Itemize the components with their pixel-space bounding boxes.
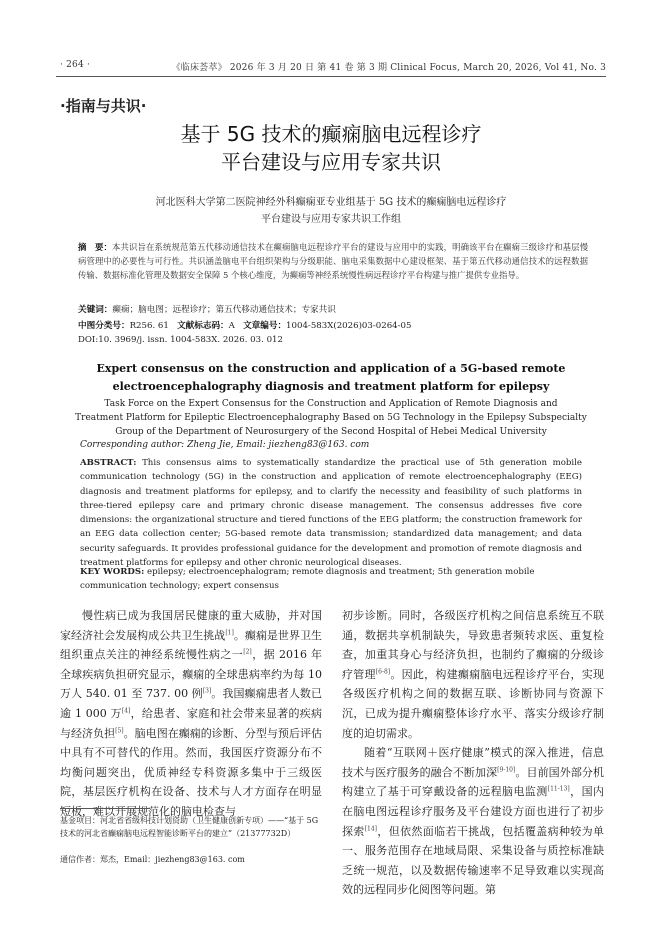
journal-header: 《临床荟萃》 2026 年 3 月 20 日 第 41 卷 第 3 期 Clinical Focus, March 20, 2026, Vol 41, No. 3 xyxy=(171,63,606,73)
abstract-zh-text: 本共识旨在系统规范第五代移动通信技术在癫痫脑电远程诊疗平台的建设与应用中的实践，明确该平台在癫痫三级诊疗和基层慢病管理中的必要性与可行性。共识涵盖脑电平台组织架构与分级职能、脑电采集数据中心建设框架、基于第五代移动通信技术的远程数据传输、数据标准化管理及数据安全保障 5 个核心维度，为癫痫等神经系统慢性病远程诊疗平台构建与推广提供专业指导。 xyxy=(78,242,589,280)
title-line-2: 平台建设与应用专家共识 xyxy=(221,150,441,174)
body-paragraph: 慢性病已成为我国居民健康的重大威胁，并对国家经济社会发展构成公共卫生挑战[1]。癫痫是世界卫生组织重点关注的神经系统慢性病之一[2]，据 2016 年全球疾病负担研究显示，癫痫的全球患病率约为每 10 万人 540. 01 至 737. 00 例[3]。我国癫痫患者人数已逾 1 000 万[4]，给患者、家庭和社会带来显著的疾病与经济负担[5]。脑电图在癫痫的诊断、分型与预后评估中具有不可替代的作用。然而，我国医疗资源分布不均衡问题突出，优质神经专科资源多集中于三级医院，基层医疗机构在设备、技术与人才方面存在明显短板，难以开展规范化的脑电检查与 xyxy=(60,609,323,818)
title-line-1: 基于 5G 技术的癫痫脑电远程诊疗 xyxy=(180,122,482,146)
article-number-label: 文章编号： xyxy=(243,321,287,331)
citation[interactable]: [1] xyxy=(225,628,234,636)
abstract-zh-label: 摘 要： xyxy=(78,242,113,252)
clc-value: R256. 61 xyxy=(129,321,169,331)
en-keywords xyxy=(80,565,582,594)
citation[interactable]: [14] xyxy=(364,824,378,832)
clc-label: 中图分类号： xyxy=(78,321,130,331)
body-column-right xyxy=(342,606,604,900)
body-paragraph: 初步诊断。同时，各级医疗机构之间信息系统互不联通，数据共享机制缺失，导致患者频转求医、重复检查，加重其身心与经济负担，也制约了癫痫的分级诊疗管理[6-8]。因此，构建癫痫脑电远程诊疗平台，实现各级医疗机构之间的数据互联、诊断协同与资源下沉，已成为提升癫痫整体诊疗水平、落实分级诊疗制度的迫切需求。 xyxy=(342,609,605,740)
header-rule xyxy=(56,76,606,77)
en-authors-line-1: Task Force on the Expert Consensus for the Construction and Application of Remote Diagnosis and xyxy=(104,399,558,409)
en-authors-line-2: Treatment Platform for Epileptic Electroencephalography Based on 5G Technology in the Epilepsy Subspecialty xyxy=(75,413,587,423)
doc-code-value: A xyxy=(228,321,235,331)
classification-line xyxy=(78,319,411,331)
column-tag: ·指南与共识· xyxy=(60,97,147,115)
en-abstract-text: This consensus aims to systematically standardize the practical use of 5th generation mobile communication technology (5G) in the construction and application of remote electroencephalography (EEG) diagnosis and treatment platforms for epilepsy, and to clarify the necessity and feasibility of such platforms in three-tiered epilepsy care and primary chronic disease management. The consensus addresses five core dimensions: the organizational structure and tiered functions of the EEG platform; the construction framework for an EEG data collection center; 5G-based remote data transmission; standardized data management; and data security safeguards. It provides professional guidance for the development and promotion of remote diagnosis and treatment platforms for epilepsy and other chronic neurological diseases. xyxy=(80,458,583,569)
en-corresponding: Corresponding author: Zheng Jie, Email: jiezheng83@163. com xyxy=(80,440,370,450)
citation[interactable]: [6-8] xyxy=(375,668,391,676)
body-paragraph: 随着“互联网＋医疗健康”模式的深入推进，信息技术与医疗服务的融合不断加深[9-10]。目前国外部分机构建立了基于可穿戴设备的远程脑电监测[11-13]，国内在脑电图远程诊疗服务及平台建设方面也进行了初步探索[14]，但依然面临若干挑战，包括覆盖病种较为单一、服务范围存在地域局限、采集设备与质控标准缺乏统一规范，以及数据传输速率不足导致难以实现高效的远程同步化阅图等问题。第 xyxy=(342,746,605,897)
en-title-line-2: electroencephalography diagnosis and treatment platform for epilepsy xyxy=(112,380,550,393)
citation[interactable]: [2] xyxy=(243,648,252,656)
citation[interactable]: [3] xyxy=(202,687,212,695)
doi: DOI:10. 3969/j. issn. 1004-583X. 2026. 03. 012 xyxy=(78,335,283,345)
footnote-rule xyxy=(60,808,150,809)
en-abstract-label: ABSTRACT: xyxy=(80,458,137,468)
citation[interactable]: [4] xyxy=(121,707,131,715)
body-column-left xyxy=(60,606,322,822)
en-title-line-1: Expert consensus on the construction and application of a 5G-based remote xyxy=(96,362,566,375)
abstract-zh xyxy=(78,240,588,282)
citation[interactable]: [5] xyxy=(115,726,124,734)
citation[interactable]: [11-13] xyxy=(547,785,570,793)
footnote-correspondence: 通信作者：郑杰，Email：jiezheng83@163. com xyxy=(60,855,245,864)
keywords-zh-text: 癫痫；脑电图；远程诊疗；第五代移动通信技术；专家共识 xyxy=(112,305,336,315)
doc-code-label: 文献标志码： xyxy=(177,321,229,331)
en-abstract xyxy=(80,456,582,570)
footnote-fund: 基金项目：河北省省级科技计划资助（卫生健康创新专项）——“基于 5G 技术的河北省癫痫脑电远程智能诊断平台的建立”（21377732D） xyxy=(60,816,319,838)
authors-zh-line-1: 河北医科大学第二医院神经外科癫痫亚专业组基于 5G 技术的癫痫脑电远程诊疗 xyxy=(155,197,507,208)
en-keywords-label: KEY WORDS: xyxy=(80,567,145,577)
article-number-value: 1004-583X(2026)03-0264-05 xyxy=(286,321,412,331)
page-number: · 264 · xyxy=(60,60,91,70)
citation[interactable]: [9-10] xyxy=(497,766,516,774)
en-authors-line-3: Group of the Department of Neurosurgery of the Second Hospital of Hebei Medical University xyxy=(115,427,547,437)
keywords-zh-label: 关键词： xyxy=(78,305,113,315)
authors-zh-line-2: 平台建设与应用专家共识工作组 xyxy=(261,214,401,225)
en-keywords-text: epilepsy; electroencephalogram; remote diagnosis and treatment; 5th generation mobile communication technology; expert consensus xyxy=(80,567,535,592)
keywords-zh xyxy=(78,303,336,315)
